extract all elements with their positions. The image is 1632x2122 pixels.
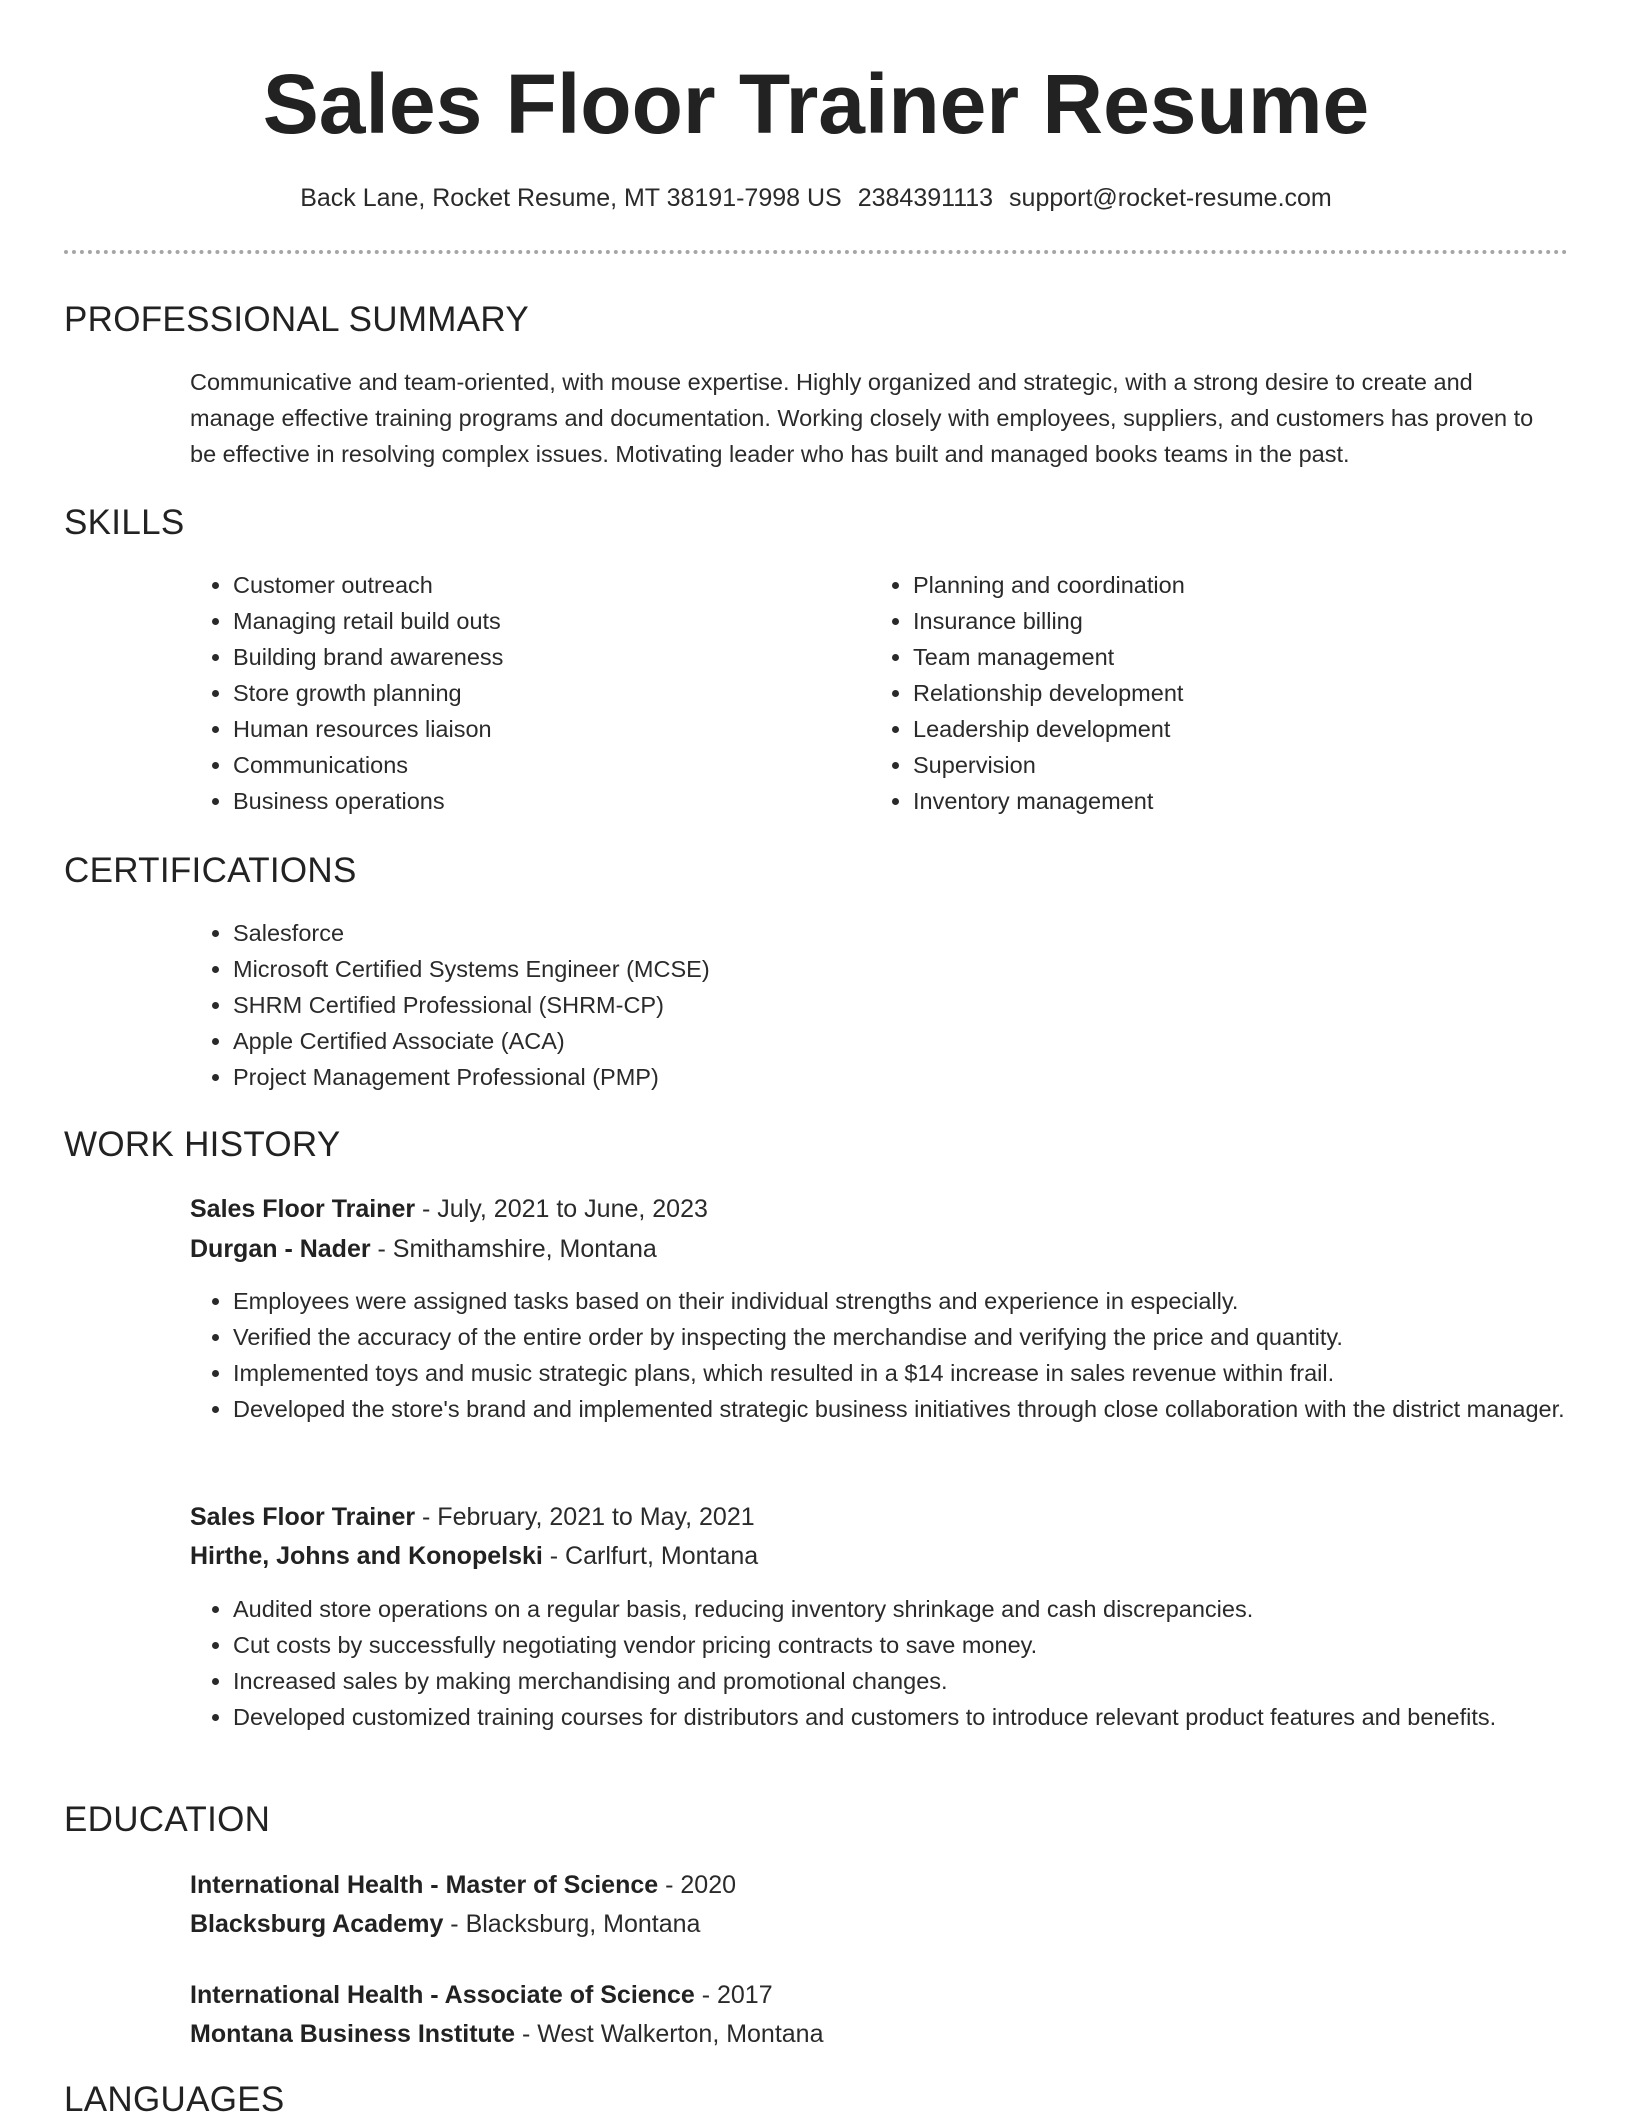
- list-item: • Customer outreach: [233, 567, 853, 603]
- skills-list-right: [870, 567, 1593, 819]
- list-item: • Planning and coordination: [913, 567, 1593, 603]
- education-year: - 2020: [658, 1871, 737, 1899]
- education-school: Montana Business Institute: [190, 2020, 516, 2048]
- contact-email[interactable]: support@rocket-resume.com: [1009, 184, 1332, 212]
- list-item: • Relationship development: [913, 675, 1593, 711]
- job-location: - Smithamshire, Montana: [370, 1235, 657, 1263]
- section-title-certifications: CERTIFICATIONS: [64, 851, 357, 890]
- list-item: • Managing retail build outs: [233, 603, 853, 639]
- list-item: • Communications: [233, 747, 853, 783]
- header-divider: [64, 250, 1568, 254]
- section-title-work-history: WORK HISTORY: [64, 1125, 341, 1164]
- list-item: • Developed the store's brand and implemented strategic business initiatives through close collaboration with the district manager.: [233, 1391, 1603, 1427]
- list-item: • Store growth planning: [233, 675, 853, 711]
- list-item: • Project Management Professional (PMP): [233, 1059, 1603, 1095]
- list-item: • Audited store operations on a regular basis, reducing inventory shrinkage and cash discrepancies.: [233, 1591, 1603, 1627]
- list-item: • Business operations: [233, 783, 853, 819]
- job-location: - Carlfurt, Montana: [542, 1542, 759, 1570]
- job-company: Hirthe, Johns and Konopelski: [190, 1542, 543, 1570]
- contact-phone: 2384391113: [857, 184, 994, 212]
- list-item: • Inventory management: [913, 783, 1593, 819]
- certifications-list: [190, 915, 1603, 1095]
- education-1-school-line: [190, 1904, 700, 1944]
- job-1-bullets: [190, 1283, 1603, 1427]
- education-degree: International Health - Master of Science: [190, 1871, 659, 1899]
- list-item: • Insurance billing: [913, 603, 1593, 639]
- job-2-title-line: [190, 1497, 755, 1537]
- summary-text: Communicative and team-oriented, with mouse expertise. Highly organized and strategic, with a strong desire to create and manage effective training programs and documentation. Working closely with employees, suppliers, and customers has proven to be effective in resolving complex issues. Motivating leader who has built and managed books teams in the past.: [190, 369, 1534, 467]
- section-title-summary: PROFESSIONAL SUMMARY: [64, 300, 529, 339]
- list-item: • Microsoft Certified Systems Engineer (MCSE): [233, 951, 1603, 987]
- list-item: • Leadership development: [913, 711, 1593, 747]
- resume-title: Sales Floor Trainer Resume: [262, 57, 1370, 151]
- job-company: Durgan - Nader: [190, 1235, 371, 1263]
- list-item: • Human resources liaison: [233, 711, 853, 747]
- education-1-degree-line: [190, 1865, 736, 1905]
- job-2-company-line: [190, 1536, 758, 1576]
- list-item: • Developed customized training courses for distributors and customers to introduce relevant product features and benefits.: [233, 1699, 1603, 1735]
- list-item: • Salesforce: [233, 915, 1603, 951]
- education-2-school-line: [190, 2014, 824, 2054]
- education-location: - West Walkerton, Montana: [515, 2020, 824, 2048]
- education-degree: International Health - Associate of Science: [190, 1981, 695, 2009]
- list-item: • SHRM Certified Professional (SHRM-CP): [233, 987, 1603, 1023]
- section-title-education: EDUCATION: [64, 1800, 271, 1839]
- list-item: • Team management: [913, 639, 1593, 675]
- list-item: • Building brand awareness: [233, 639, 853, 675]
- education-location: - Blacksburg, Montana: [443, 1910, 701, 1938]
- list-item: • Supervision: [913, 747, 1593, 783]
- section-title-languages: LANGUAGES: [64, 2080, 285, 2119]
- education-2-degree-line: [190, 1975, 773, 2015]
- job-title: Sales Floor Trainer: [190, 1503, 416, 1531]
- job-title: Sales Floor Trainer: [190, 1195, 416, 1223]
- education-year: - 2017: [694, 1981, 773, 2009]
- job-1-company-line: [190, 1229, 657, 1269]
- job-dates: - July, 2021 to June, 2023: [415, 1195, 708, 1223]
- list-item: • Implemented toys and music strategic plans, which resulted in a $14 increase in sales revenue within frail.: [233, 1355, 1603, 1391]
- contact-line: [0, 178, 1632, 218]
- section-title-skills: SKILLS: [64, 503, 185, 542]
- list-item: • Employees were assigned tasks based on their individual strengths and experience in especially.: [233, 1283, 1603, 1319]
- job-dates: - February, 2021 to May, 2021: [415, 1503, 755, 1531]
- skills-list-left: [190, 567, 853, 819]
- contact-address: Back Lane, Rocket Resume, MT 38191-7998 US: [300, 184, 842, 212]
- list-item: • Verified the accuracy of the entire order by inspecting the merchandise and verifying the price and quantity.: [233, 1319, 1603, 1355]
- job-2-bullets: [190, 1591, 1603, 1735]
- job-1-title-line: [190, 1189, 708, 1229]
- list-item: • Increased sales by making merchandising and promotional changes.: [233, 1663, 1603, 1699]
- list-item: • Cut costs by successfully negotiating vendor pricing contracts to save money.: [233, 1627, 1603, 1663]
- education-school: Blacksburg Academy: [190, 1910, 444, 1938]
- list-item: • Apple Certified Associate (ACA): [233, 1023, 1603, 1059]
